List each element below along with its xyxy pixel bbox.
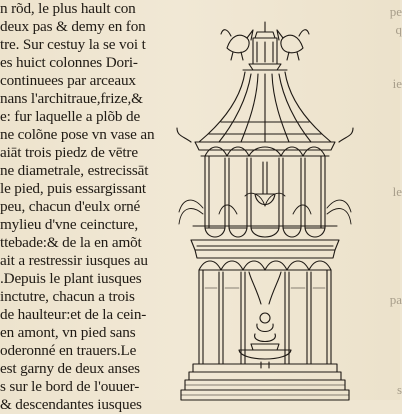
text-line: mylieu d'vne ceincture, xyxy=(0,216,138,234)
text-line: est garny de deux anses xyxy=(0,360,140,378)
bleed-line: ie xyxy=(393,76,402,92)
fountain-bowls xyxy=(205,228,325,237)
text-line: ne colõne pose vn vase an xyxy=(0,126,154,144)
text-line: deux pas & demy en fon xyxy=(0,18,146,36)
bleed-through-text xyxy=(364,0,400,400)
text-line: e: fur laquelle a plõb de xyxy=(0,108,140,126)
lantern-finial xyxy=(243,22,287,70)
text-line: de haulteur:et de la cein- xyxy=(0,306,146,324)
text-line: peu, chacun d'eulx orné xyxy=(0,198,140,216)
upper-colonnade xyxy=(201,147,329,228)
text-line: ait a restressir iusques au xyxy=(0,252,148,270)
text-line: en amont, vn pied sans xyxy=(0,324,135,342)
text-line: s sur le bord de l'ouuer- xyxy=(0,378,139,396)
fountain-woodcut xyxy=(165,18,365,400)
text-line: nans l'architraue,frize,& xyxy=(0,90,143,108)
bleed-line: pe xyxy=(390,4,402,20)
text-line: n rõd, le plus hault con xyxy=(0,0,136,18)
text-line: le pied, puis essargissant xyxy=(0,180,146,198)
middle-cornice xyxy=(191,226,339,258)
text-line: ne diametrale, estrecissāt xyxy=(0,162,148,180)
text-line: & descendantes iusques xyxy=(0,396,142,414)
text-line: ttebade:& de la en amõt xyxy=(0,234,142,252)
text-line: .Depuis le plant iusques xyxy=(0,270,142,288)
central-figure xyxy=(239,272,291,368)
bleed-line: le xyxy=(393,184,402,200)
text-line: aiāt trois piedz de vētre xyxy=(0,144,138,162)
dome-roof xyxy=(177,72,353,150)
text-line: inctutre, chacun a trois xyxy=(0,288,135,306)
text-line: es huict colonnes Dori- xyxy=(0,54,138,72)
text-line: continuees par arceaux xyxy=(0,72,136,90)
bleed-line: pa xyxy=(390,292,402,308)
text-column xyxy=(0,0,160,400)
bleed-line: q xyxy=(396,22,402,38)
text-line: tre. Sur cestuy la se voi t xyxy=(0,36,146,54)
text-line: oderonné en trauers.Le xyxy=(0,342,136,360)
stepped-base xyxy=(181,364,349,400)
bleed-line: s xyxy=(397,382,402,398)
